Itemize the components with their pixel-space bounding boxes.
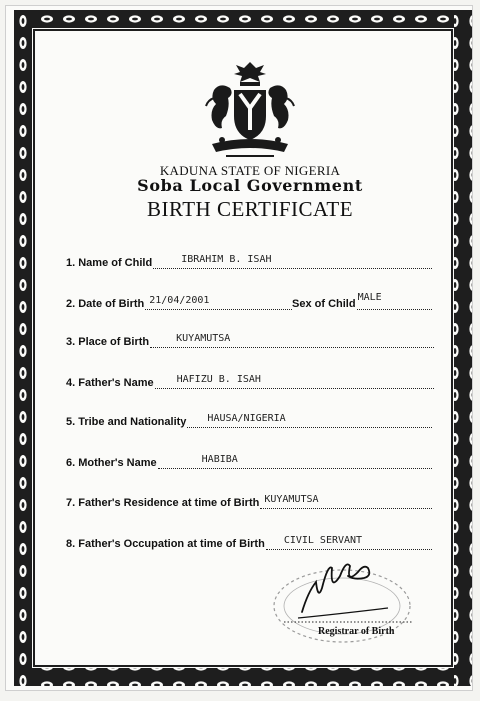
tribe-and-nationality-label: 5. Tribe and Nationality [66, 416, 187, 428]
nigeria-coat-of-arms-icon [200, 58, 300, 162]
sex-of-child-field [292, 288, 432, 310]
fathers-name-label: 4. Father's Name [66, 377, 154, 389]
fathers-name-value: HAFIZU B. ISAH [176, 374, 261, 385]
sex-of-child-value: MALE [357, 292, 382, 303]
place-of-birth-label: 3. Place of Birth [66, 336, 150, 348]
fathers-occupation-label: 8. Father's Occupation at time of Birth [66, 538, 265, 550]
certificate-title: BIRTH CERTIFICATE [146, 197, 354, 221]
fathers-residence-label: 7. Father's Residence at time of Birth [66, 497, 260, 509]
name-of-child-field [66, 247, 432, 269]
fathers-residence-field [66, 487, 432, 509]
fathers-occupation-field [66, 528, 432, 550]
mothers-name-label: 6. Mother's Name [66, 457, 157, 469]
date-of-birth-label: 2. Date of Birth [66, 298, 145, 310]
tribe-and-nationality-field [66, 406, 432, 428]
registrar-label: Registrar of Birth [318, 626, 395, 637]
sex-of-child-label: Sex of Child [292, 298, 356, 310]
tribe-and-nationality-value: HAUSA/NIGERIA [207, 413, 286, 424]
date-of-birth-field [66, 288, 292, 310]
name-of-child-value: IBRAHIM B. ISAH [181, 254, 272, 265]
fathers-occupation-value: CIVIL SERVANT [283, 535, 363, 546]
fathers-name-field [66, 367, 434, 389]
local-government-heading: Soba Local Government [137, 176, 363, 195]
mothers-name-field [66, 447, 432, 469]
place-of-birth-field [66, 326, 434, 348]
mothers-name-value: HABIBA [201, 454, 238, 465]
state-heading: KADUNA STATE OF NIGERIA [159, 163, 341, 178]
place-of-birth-value: KUYAMUTSA [176, 333, 231, 344]
name-of-child-label: 1. Name of Child [66, 257, 153, 269]
date-of-birth-value: 21/04/2001 [149, 295, 210, 306]
fathers-residence-value: KUYAMUTSA [264, 494, 319, 505]
